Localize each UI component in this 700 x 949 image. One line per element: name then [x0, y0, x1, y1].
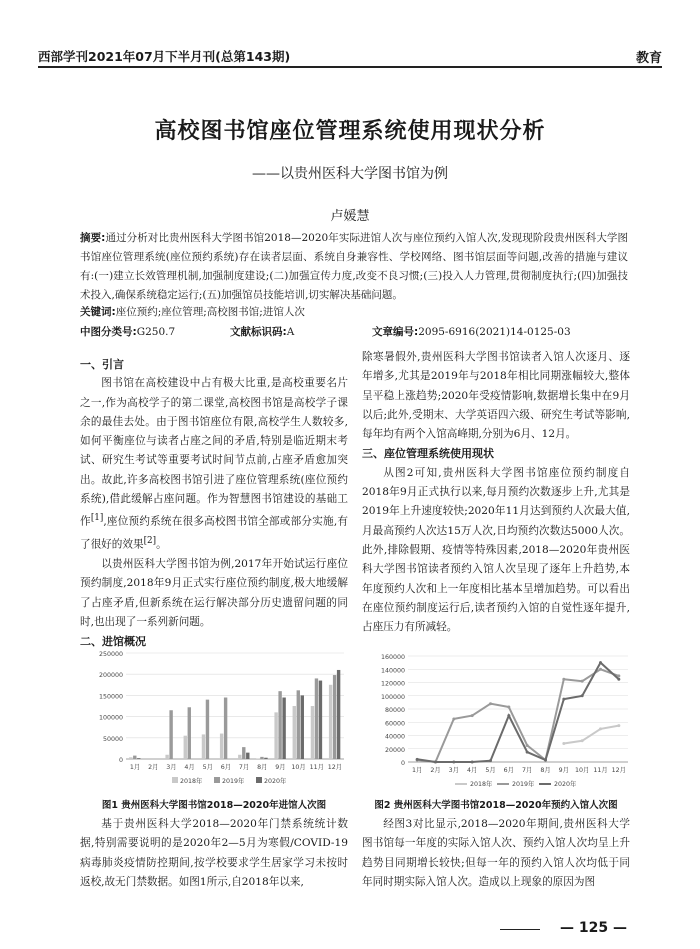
- keywords-text: 座位预约;座位管理;高校图书馆;进馆人次: [115, 306, 305, 318]
- y-tick-label: 200000: [98, 672, 123, 680]
- y-tick-label: 160000: [380, 654, 405, 661]
- doc-code: 文献标识码:A: [230, 326, 295, 338]
- footer-rule: [500, 929, 540, 930]
- legend-label: 2020年: [264, 778, 287, 785]
- y-tick-label: 140000: [380, 667, 405, 675]
- data-point: [416, 758, 419, 761]
- x-tick-label: 12月: [327, 764, 343, 771]
- bar: [260, 757, 263, 759]
- journal-header: 西部学刊2021年07月下半月刊(总第143期): [38, 49, 291, 64]
- x-tick-label: 6月: [503, 767, 514, 774]
- x-tick-label: 4月: [467, 767, 478, 774]
- figure2-caption: 图2 贵州医科大学图书馆2018—2020年预约入馆人次图: [374, 800, 618, 811]
- x-tick-label: 9月: [275, 764, 286, 771]
- y-tick-label: 40000: [384, 733, 405, 741]
- figure1-caption: 图1 贵州医科大学图书馆2018—2020年进馆人次图: [101, 800, 327, 811]
- bar: [188, 707, 191, 759]
- abstract-text: 通过分析对比贵州医科大学图书馆2018—2020年实际进馆人次与座位预约入馆人次,发现现阶段贵州医科大学图书馆座位管理系统(座位预约系统)存在读者层面、系统自身兼容性、学校网络、图书馆层面等问题,改善的措施与建议有:(一)建立长效管理机制,加强制度建设;(二)加强宣传力度,改变不良习惯;(三)投入人力管理,贯彻制度执行;(四)加强技术投入,确保系统稳定运行;(五)加强馆员技能培训,切实解决基础问题。: [80, 232, 628, 301]
- x-tick-label: 12月: [611, 767, 626, 774]
- abstract: [80, 229, 628, 305]
- bar: [319, 681, 322, 759]
- x-tick-label: 2月: [430, 767, 441, 774]
- clc-number: 中图分类号:G250.7: [80, 326, 176, 338]
- x-tick-label: 4月: [184, 764, 195, 771]
- paragraph: 图书馆在高校建设中占有极大比重,是高校重要名片之一,作为高校学子的第二课堂,高校图书馆是高校学子课余的最佳去处。由于图书馆座位有限,高校学生人数较多,如何平衡座位与读者占座之间的矛盾,特别是临近期末考试、研究生考试等重要考试时间节点前,占座矛盾愈加突出。故此,许多高校图书馆引进了座位管理系统(座位预约系统),借此缓解占座问题。作为智慧图书馆建设的基础工作[1],座位预约系统在很多高校图书馆全部或部分实施,有了很好的效果[2]。: [80, 377, 349, 551]
- x-tick-label: 10月: [575, 767, 590, 774]
- x-tick-label: 7月: [522, 767, 533, 774]
- legend-swatch: [256, 777, 262, 783]
- data-point: [507, 706, 510, 709]
- y-tick-label: 150000: [98, 693, 123, 701]
- data-point: [489, 702, 492, 705]
- data-point: [599, 661, 602, 664]
- paragraph: 经图3对比显示,2018—2020年期间,贵州医科大学图书馆每一年度的实际入馆人次、预约入馆人次均呈上升趋势目同期增长较快;但每一年的预约入馆人次均低于同年同时期实际入馆人次。造成以上现象的原因为图: [362, 818, 630, 888]
- section-heading-status: 三、座位管理系统使用现状: [362, 447, 494, 461]
- y-tick-label: 0: [400, 760, 405, 767]
- data-point: [562, 742, 565, 745]
- data-point: [544, 759, 547, 762]
- bar: [184, 736, 187, 759]
- data-point: [581, 694, 584, 697]
- data-point: [581, 739, 584, 742]
- bar: [264, 758, 267, 759]
- y-tick-label: 120000: [380, 680, 405, 688]
- data-point: [617, 674, 620, 677]
- legend-label: 2019年: [222, 778, 245, 785]
- bar: [337, 670, 340, 759]
- bar: [220, 734, 223, 759]
- left-column-bottom: [80, 815, 348, 892]
- y-tick-label: 100000: [98, 714, 123, 722]
- abstract-label: 摘要:: [80, 232, 106, 244]
- x-tick-label: 2月: [148, 764, 159, 771]
- right-column-bottom: [362, 815, 630, 892]
- data-point: [452, 761, 455, 764]
- bar: [297, 690, 300, 759]
- bar: [129, 757, 132, 759]
- right-column-top: [362, 348, 630, 637]
- x-tick-label: 3月: [448, 767, 459, 774]
- y-tick-label: 20000: [384, 746, 405, 754]
- x-tick-label: 11月: [593, 767, 608, 774]
- bar: [133, 756, 136, 759]
- legend-swatch: [214, 777, 220, 783]
- bar: [293, 706, 296, 759]
- series-line: [564, 726, 619, 744]
- bar: [301, 695, 304, 759]
- legend-label: 2020年: [554, 781, 577, 788]
- data-point: [599, 727, 602, 730]
- bar: [246, 753, 249, 759]
- y-tick-label: 80000: [384, 707, 405, 714]
- x-tick-label: 1月: [129, 764, 141, 771]
- bar: [311, 706, 314, 759]
- y-tick-label: 0: [118, 757, 123, 764]
- author: 卢媛慧: [330, 209, 370, 224]
- article-subtitle: ——以贵州医科大学图书馆为例: [252, 166, 448, 182]
- bar: [329, 685, 332, 759]
- x-tick-label: 11月: [309, 764, 324, 771]
- data-point: [526, 751, 529, 754]
- legend-label: 2018年: [470, 781, 493, 788]
- bar: [333, 675, 336, 759]
- paragraph: 以贵州医科大学图书馆为例,2017年开始试运行座位预约制度,2018年9月正式实行座位预约制度,极大地缓解了占座矛盾,但新系统在运行解决部分历史遗留问题的同时,也出现了一系列新问题。: [80, 558, 348, 628]
- bar: [224, 698, 227, 759]
- data-point: [617, 724, 620, 727]
- data-point: [581, 680, 584, 683]
- data-point: [452, 717, 455, 720]
- bar: [242, 747, 245, 759]
- data-point: [562, 698, 565, 701]
- legend-label: 2019年: [512, 781, 535, 788]
- header-rule: [38, 66, 662, 68]
- y-tick-label: 60000: [384, 720, 405, 728]
- data-point: [599, 668, 602, 671]
- x-tick-label: 7月: [238, 764, 250, 771]
- x-tick-label: 8月: [257, 764, 268, 771]
- x-tick-label: 3月: [166, 764, 177, 771]
- bar: [278, 691, 281, 759]
- keywords: [80, 304, 628, 319]
- x-tick-label: 1月: [412, 767, 423, 774]
- bar: [137, 758, 140, 759]
- paragraph: 从图2可知,贵州医科大学图书馆座位预约制度自2018年9月正式执行以来,每月预约次数逐步上升,尤其是2019年上升速度较快;2020年11月达到预约人次最大值,月最高预约人次达15万人次,日均预约次数达5000人次。此外,排除假期、疫情等特殊因素,2018—2020年贵州医科大学图书馆读者预约入馆人次呈现了逐年上升趋势,本年度预约人次和上一年度相比基本呈增加趋势。可以看出在座位预约制度运行后,读者预约入馆的自觉性逐年提升,占座压力有所减轻。: [362, 466, 630, 634]
- left-column-top: [80, 355, 348, 652]
- bar: [169, 710, 172, 759]
- bar: [165, 755, 168, 759]
- bar: [202, 734, 205, 759]
- data-point: [489, 759, 492, 762]
- x-tick-label: 6月: [220, 764, 232, 771]
- data-point: [617, 678, 620, 681]
- data-point: [434, 761, 437, 764]
- data-point: [562, 678, 565, 681]
- bar: [206, 700, 209, 759]
- x-tick-label: 10月: [291, 764, 306, 771]
- data-point: [471, 714, 474, 717]
- x-tick-label: 5月: [202, 764, 213, 771]
- section-heading-overview: 二、进馆概况: [80, 635, 146, 649]
- y-tick-label: 100000: [380, 693, 405, 701]
- x-tick-label: 9月: [558, 767, 569, 774]
- section-label: 教育: [635, 51, 662, 66]
- bar: [315, 678, 318, 759]
- page-number: — 125 —: [560, 920, 627, 936]
- data-point: [526, 744, 529, 747]
- y-tick-label: 50000: [102, 735, 123, 743]
- data-point: [507, 714, 510, 717]
- x-tick-label: 8月: [540, 767, 551, 774]
- paragraph: 基于贵州医科大学2018—2020年门禁系统统计数据,特别需要说明的是2020年2—5月为寒假/COVID-19病毒肺炎疫情防控期间,按学校要求学生居家学习未按时返校,故无门禁数据。如图1所示,自2018年以来,: [80, 818, 348, 888]
- article-number: 文章编号:2095-6916(2021)14-0125-03: [372, 326, 571, 338]
- article-title: 高校图书馆座位管理系统使用现状分析: [154, 119, 546, 144]
- bar: [238, 755, 241, 759]
- y-tick-label: 250000: [98, 651, 123, 658]
- x-tick-label: 5月: [485, 767, 496, 774]
- reservation-line-chart: [362, 648, 634, 796]
- legend-label: 2018年: [180, 778, 203, 785]
- data-point: [471, 761, 474, 764]
- keywords-label: 关键词:: [80, 306, 116, 318]
- bar: [274, 712, 277, 759]
- section-heading-intro: 一、引言: [80, 358, 124, 371]
- legend-swatch: [172, 777, 178, 783]
- entry-bar-chart: [80, 645, 350, 793]
- bar: [282, 698, 285, 759]
- paragraph: 除寒暑假外,贵州医科大学图书馆读者入馆人次逐月、逐年增多,尤其是2019年与2018年相比同期涨幅较大,整体呈平稳上涨趋势;2020年受疫情影响,数据增长集中在9月以后;此外,受期末、大学英语四六级、研究生考试等影响,每年均有两个入馆高峰期,分别为6月、12月。: [362, 351, 630, 441]
